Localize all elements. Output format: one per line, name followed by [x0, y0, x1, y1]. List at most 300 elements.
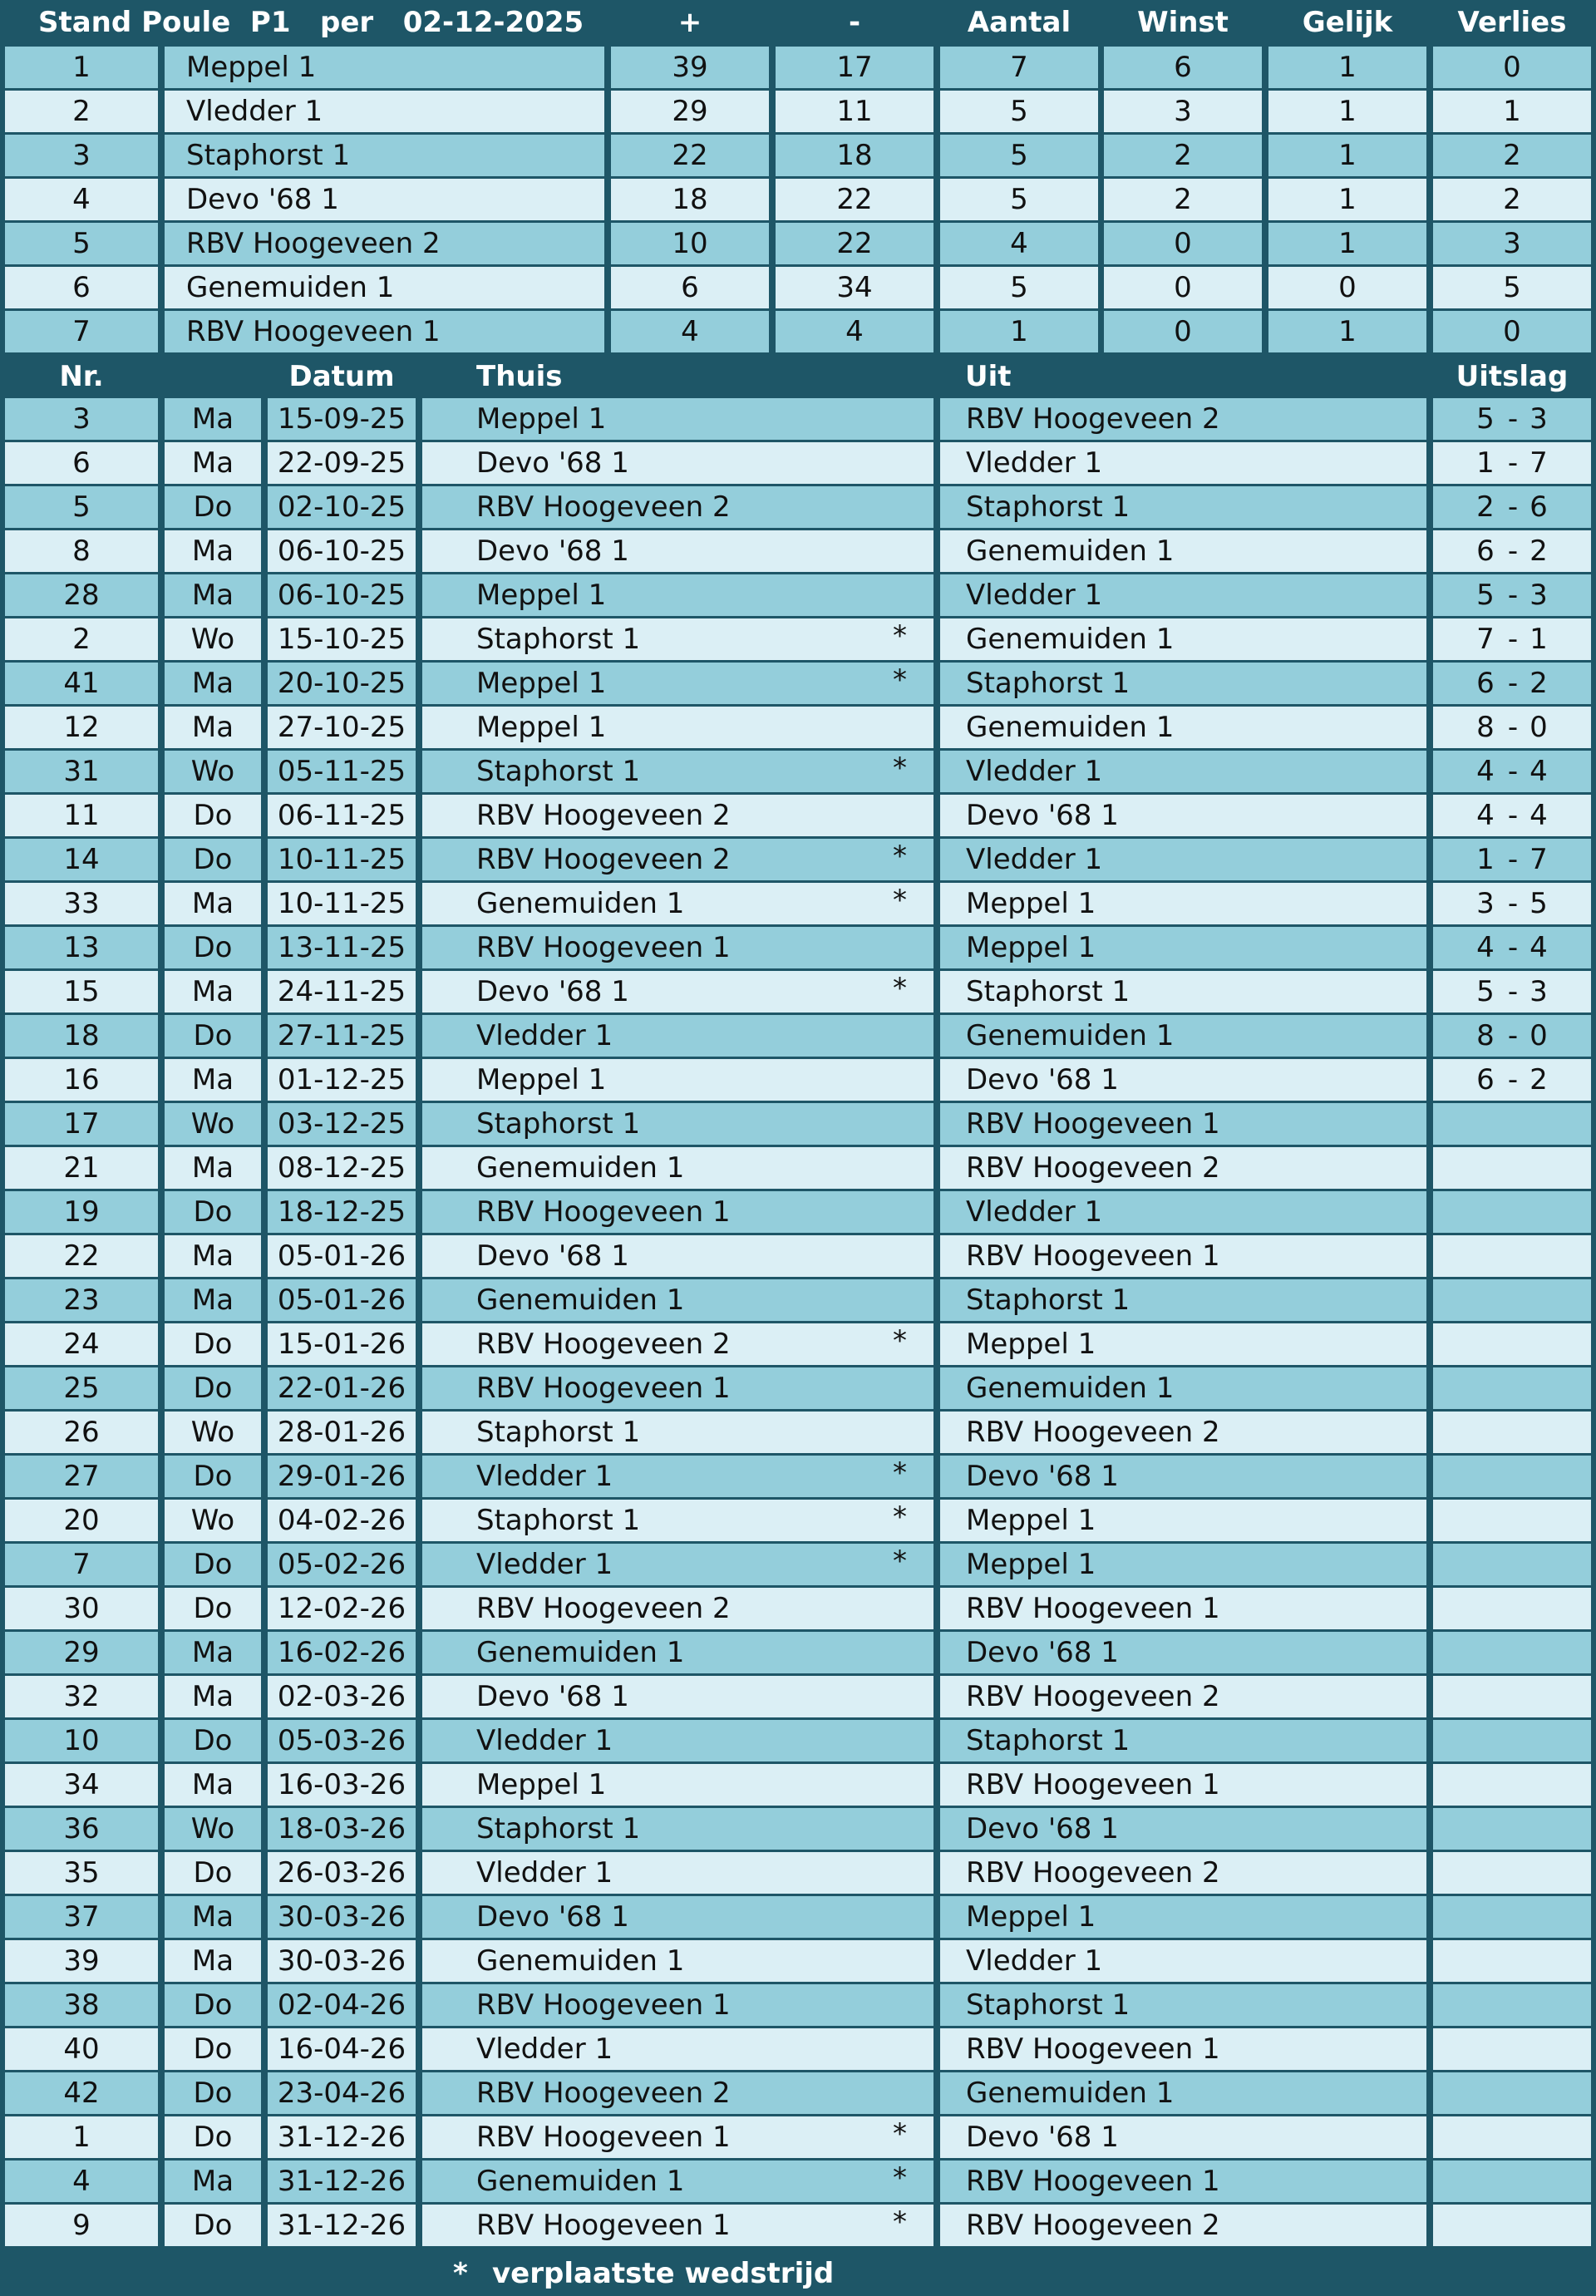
match-nr: 14	[5, 839, 158, 880]
standings-cell-plus: 18	[611, 179, 769, 220]
match-result	[1433, 1632, 1591, 1673]
match-nr: 11	[5, 795, 158, 836]
result-away-score: 0	[1530, 1019, 1548, 1052]
match-date: 16-02-26	[268, 1632, 416, 1673]
match-home-team	[422, 839, 933, 880]
rescheduled-marker: *	[893, 1545, 907, 1578]
table-row	[0, 883, 1596, 924]
result-separator: -	[1507, 711, 1519, 744]
match-date: 03-12-25	[268, 1103, 416, 1145]
standings-cell-won: 0	[1104, 311, 1262, 352]
match-nr: 39	[5, 1940, 158, 1982]
standings-cell-team: Genemuiden 1	[165, 267, 604, 308]
standings-cell-won: 0	[1104, 223, 1262, 264]
match-away-team: RBV Hoogeveen 1	[940, 1103, 1426, 1145]
match-away-team: Devo '68 1	[940, 1632, 1426, 1673]
match-nr: 28	[5, 574, 158, 616]
match-nr: 37	[5, 1896, 158, 1938]
home-team-name: Devo '68 1	[476, 446, 629, 480]
match-day: Do	[165, 839, 261, 880]
rescheduled-marker: *	[893, 1500, 907, 1534]
match-date: 05-03-26	[268, 1720, 416, 1761]
header-home: Thuis	[476, 359, 563, 393]
result-home-score: 5	[1476, 975, 1495, 1008]
home-team-name: Meppel 1	[476, 579, 607, 612]
match-away-team: RBV Hoogeveen 2	[940, 1852, 1426, 1894]
match-home-team	[422, 663, 933, 704]
result-separator: -	[1507, 535, 1519, 568]
result-separator: -	[1507, 799, 1519, 832]
match-away-team: Genemuiden 1	[940, 707, 1426, 748]
match-away-team: RBV Hoogeveen 1	[940, 2161, 1426, 2202]
standings-cell-won: 2	[1104, 179, 1262, 220]
home-team-name: RBV Hoogeveen 1	[476, 1195, 731, 1229]
match-home-team	[422, 1191, 933, 1233]
match-away-team: Devo '68 1	[940, 1456, 1426, 1497]
match-home-team	[422, 1059, 933, 1101]
home-team-name: Meppel 1	[476, 402, 607, 436]
match-home-team	[422, 1412, 933, 1453]
home-team-name: Staphorst 1	[476, 1504, 641, 1537]
match-away-team: Vledder 1	[940, 1191, 1426, 1233]
result-home-score: 4	[1476, 755, 1495, 788]
standings-cell-played: 5	[940, 135, 1098, 176]
standings-cell-played: 4	[940, 223, 1098, 264]
match-home-team	[422, 1764, 933, 1806]
home-team-name: Genemuiden 1	[476, 1283, 685, 1317]
match-date: 22-09-25	[268, 442, 416, 484]
rescheduled-marker: *	[893, 2205, 907, 2239]
match-home-team	[422, 398, 933, 440]
table-row	[0, 1456, 1596, 1497]
home-team-name: Vledder 1	[476, 2032, 613, 2066]
match-date: 05-11-25	[268, 751, 416, 792]
standings-cell-minus: 34	[776, 267, 933, 308]
match-result	[1433, 839, 1591, 880]
home-team-name: RBV Hoogeveen 2	[476, 1328, 731, 1361]
match-home-team	[422, 795, 933, 836]
match-result	[1433, 1147, 1591, 1189]
table-row	[0, 2161, 1596, 2202]
standings-cell-minus: 22	[776, 179, 933, 220]
result-home-score: 4	[1476, 931, 1495, 964]
match-date: 22-01-26	[268, 1367, 416, 1409]
match-away-team: Vledder 1	[940, 751, 1426, 792]
table-row	[0, 839, 1596, 880]
result-away-score: 7	[1530, 843, 1548, 876]
table-row	[0, 1059, 1596, 1101]
table-row	[0, 1896, 1596, 1938]
match-nr: 32	[5, 1676, 158, 1717]
result-separator: -	[1507, 402, 1519, 436]
standings-cell-minus: 17	[776, 47, 933, 88]
standings-cell-pos: 2	[5, 91, 158, 132]
match-home-team	[422, 707, 933, 748]
match-date: 24-11-25	[268, 971, 416, 1013]
match-nr: 25	[5, 1367, 158, 1409]
match-day: Ma	[165, 1764, 261, 1806]
match-home-team	[422, 971, 933, 1013]
standings-cell-drawn: 1	[1268, 47, 1426, 88]
table-row	[0, 1764, 1596, 1806]
result-separator: -	[1507, 667, 1519, 700]
match-result	[1433, 486, 1591, 528]
match-nr: 36	[5, 1808, 158, 1850]
result-home-score: 6	[1476, 535, 1495, 568]
header-played: Aantal	[967, 5, 1071, 39]
standings-header-row	[0, 0, 1596, 44]
result-home-score: 6	[1476, 1063, 1495, 1096]
match-date: 23-04-26	[268, 2072, 416, 2114]
match-day: Wo	[165, 751, 261, 792]
footer-note: verplaatste wedstrijd	[492, 2257, 835, 2290]
match-result	[1433, 2161, 1591, 2202]
standings-cell-won: 6	[1104, 47, 1262, 88]
table-row	[0, 1940, 1596, 1982]
match-home-team	[422, 751, 933, 792]
match-day: Ma	[165, 398, 261, 440]
result-separator: -	[1507, 755, 1519, 788]
match-date: 15-09-25	[268, 398, 416, 440]
table-row	[0, 1323, 1596, 1365]
standings-title: Stand Poule P1 per 02-12-2025	[38, 5, 584, 39]
table-row	[0, 751, 1596, 792]
home-team-name: Vledder 1	[476, 1019, 613, 1052]
standings-cell-pos: 4	[5, 179, 158, 220]
match-day: Ma	[165, 1676, 261, 1717]
match-nr: 16	[5, 1059, 158, 1101]
match-date: 10-11-25	[268, 883, 416, 924]
match-day: Do	[165, 1852, 261, 1894]
match-away-team: Staphorst 1	[940, 1279, 1426, 1321]
match-result	[1433, 1191, 1591, 1233]
standings-cell-minus: 11	[776, 91, 933, 132]
match-away-team: Vledder 1	[940, 1940, 1426, 1982]
match-day: Do	[165, 1456, 261, 1497]
match-home-team	[422, 618, 933, 660]
standings-cell-won: 2	[1104, 135, 1262, 176]
result-separator: -	[1507, 887, 1519, 920]
table-row	[0, 663, 1596, 704]
match-result	[1433, 1588, 1591, 1629]
standings-cell-minus: 22	[776, 223, 933, 264]
home-team-name: RBV Hoogeveen 2	[476, 490, 731, 524]
result-away-score: 4	[1530, 799, 1548, 832]
match-nr: 38	[5, 1984, 158, 2026]
header-lost: Verlies	[1457, 5, 1567, 39]
match-home-team	[422, 1103, 933, 1145]
home-team-name: Vledder 1	[476, 1856, 613, 1890]
standings-row	[0, 135, 1596, 176]
match-away-team: Staphorst 1	[940, 971, 1426, 1013]
match-nr: 10	[5, 1720, 158, 1761]
home-team-name: RBV Hoogeveen 1	[476, 931, 731, 964]
standings-cell-played: 7	[940, 47, 1098, 88]
match-away-team: RBV Hoogeveen 1	[940, 1764, 1426, 1806]
table-row	[0, 1412, 1596, 1453]
home-team-name: RBV Hoogeveen 1	[476, 1988, 731, 2022]
match-date: 10-11-25	[268, 839, 416, 880]
standings-cell-lost: 3	[1433, 223, 1591, 264]
table-row	[0, 1191, 1596, 1233]
standings-cell-lost: 2	[1433, 135, 1591, 176]
home-team-name: Devo '68 1	[476, 1900, 629, 1934]
standings-cell-team: RBV Hoogeveen 2	[165, 223, 604, 264]
match-day: Ma	[165, 442, 261, 484]
match-home-team	[422, 2205, 933, 2246]
home-team-name: Genemuiden 1	[476, 1636, 685, 1669]
standings-cell-plus: 22	[611, 135, 769, 176]
match-result	[1433, 1852, 1591, 1894]
rescheduled-marker: *	[893, 2161, 907, 2195]
standings-cell-lost: 2	[1433, 179, 1591, 220]
match-day: Do	[165, 1367, 261, 1409]
match-date: 01-12-25	[268, 1059, 416, 1101]
match-day: Wo	[165, 1103, 261, 1145]
match-nr: 1	[5, 2116, 158, 2158]
home-team-name: Genemuiden 1	[476, 1944, 685, 1978]
home-team-name: Genemuiden 1	[476, 2165, 685, 2198]
match-away-team: Devo '68 1	[940, 1059, 1426, 1101]
result-separator: -	[1507, 490, 1519, 524]
result-home-score: 1	[1476, 446, 1495, 480]
rescheduled-marker: *	[893, 619, 907, 653]
standings-row	[0, 91, 1596, 132]
match-nr: 2	[5, 618, 158, 660]
match-home-team	[422, 1147, 933, 1189]
header-result: Uitslag	[1456, 359, 1569, 393]
header-away: Uit	[965, 359, 1012, 393]
match-home-team	[422, 1940, 933, 1982]
match-away-team: Genemuiden 1	[940, 530, 1426, 572]
match-result	[1433, 1544, 1591, 1585]
match-date: 16-04-26	[268, 2028, 416, 2070]
standings-cell-team: Meppel 1	[165, 47, 604, 88]
home-team-name: Devo '68 1	[476, 1680, 629, 1713]
match-result	[1433, 1500, 1591, 1541]
result-separator: -	[1507, 1019, 1519, 1052]
match-nr: 7	[5, 1544, 158, 1585]
match-result	[1433, 1456, 1591, 1497]
match-home-team	[422, 1676, 933, 1717]
match-result	[1433, 1367, 1591, 1409]
match-day: Do	[165, 1984, 261, 2026]
home-team-name: Meppel 1	[476, 1063, 607, 1096]
standings-cell-plus: 10	[611, 223, 769, 264]
table-row	[0, 927, 1596, 968]
match-home-team	[422, 1500, 933, 1541]
match-nr: 18	[5, 1015, 158, 1057]
standings-cell-lost: 5	[1433, 267, 1591, 308]
table-row	[0, 1235, 1596, 1277]
match-nr: 20	[5, 1500, 158, 1541]
match-home-team	[422, 927, 933, 968]
match-away-team: Devo '68 1	[940, 2116, 1426, 2158]
result-home-score: 7	[1476, 623, 1495, 656]
match-date: 30-03-26	[268, 1896, 416, 1938]
match-nr: 40	[5, 2028, 158, 2070]
match-date: 27-10-25	[268, 707, 416, 748]
match-date: 20-10-25	[268, 663, 416, 704]
match-nr: 27	[5, 1456, 158, 1497]
match-away-team: Meppel 1	[940, 1544, 1426, 1585]
standings-cell-plus: 4	[611, 311, 769, 352]
match-away-team: Meppel 1	[940, 927, 1426, 968]
match-date: 27-11-25	[268, 1015, 416, 1057]
match-away-team: RBV Hoogeveen 2	[940, 2205, 1426, 2246]
table-row	[0, 398, 1596, 440]
home-team-name: Staphorst 1	[476, 1107, 641, 1141]
header-minus: -	[848, 5, 861, 39]
table-row	[0, 1808, 1596, 1850]
match-day: Do	[165, 1015, 261, 1057]
match-away-team: Meppel 1	[940, 1896, 1426, 1938]
standings-row	[0, 47, 1596, 88]
home-team-name: RBV Hoogeveen 1	[476, 2121, 731, 2154]
match-nr: 6	[5, 442, 158, 484]
table-row	[0, 1367, 1596, 1409]
standings-row	[0, 179, 1596, 220]
match-nr: 26	[5, 1412, 158, 1453]
result-separator: -	[1507, 623, 1519, 656]
match-date: 28-01-26	[268, 1412, 416, 1453]
table-row	[0, 1147, 1596, 1189]
home-team-name: Vledder 1	[476, 1460, 613, 1493]
standings-cell-played: 5	[940, 91, 1098, 132]
rescheduled-marker: *	[893, 884, 907, 917]
result-away-score: 3	[1530, 579, 1548, 612]
standings-cell-team: Devo '68 1	[165, 179, 604, 220]
match-result	[1433, 618, 1591, 660]
match-result	[1433, 2205, 1591, 2246]
match-home-team	[422, 1456, 933, 1497]
match-away-team: Genemuiden 1	[940, 1367, 1426, 1409]
match-away-team: Vledder 1	[940, 839, 1426, 880]
standings-cell-drawn: 1	[1268, 135, 1426, 176]
match-nr: 34	[5, 1764, 158, 1806]
match-day: Ma	[165, 574, 261, 616]
home-team-name: RBV Hoogeveen 2	[476, 799, 731, 832]
home-team-name: Staphorst 1	[476, 1812, 641, 1845]
result-away-score: 2	[1530, 1063, 1548, 1096]
match-away-team: Staphorst 1	[940, 1720, 1426, 1761]
match-day: Ma	[165, 1632, 261, 1673]
standings-cell-won: 0	[1104, 267, 1262, 308]
match-day: Do	[165, 927, 261, 968]
result-away-score: 3	[1530, 402, 1548, 436]
table-row	[0, 1015, 1596, 1057]
standings-cell-drawn: 1	[1268, 179, 1426, 220]
match-nr: 35	[5, 1852, 158, 1894]
result-away-score: 5	[1530, 887, 1548, 920]
home-team-name: Meppel 1	[476, 711, 607, 744]
result-separator: -	[1507, 1063, 1519, 1096]
match-day: Do	[165, 2116, 261, 2158]
match-day: Ma	[165, 707, 261, 748]
table-row	[0, 1500, 1596, 1541]
match-day: Ma	[165, 663, 261, 704]
table-row	[0, 2116, 1596, 2158]
home-team-name: RBV Hoogeveen 1	[476, 1372, 731, 1405]
standings-cell-played: 5	[940, 179, 1098, 220]
home-team-name: RBV Hoogeveen 1	[476, 2209, 731, 2242]
result-away-score: 7	[1530, 446, 1548, 480]
match-day: Do	[165, 1720, 261, 1761]
match-result	[1433, 1676, 1591, 1717]
standings-cell-plus: 29	[611, 91, 769, 132]
match-result	[1433, 442, 1591, 484]
match-result	[1433, 1412, 1591, 1453]
match-nr: 30	[5, 1588, 158, 1629]
standings-cell-played: 1	[940, 311, 1098, 352]
table-row	[0, 1676, 1596, 1717]
table-row	[0, 1984, 1596, 2026]
match-away-team: Devo '68 1	[940, 1808, 1426, 1850]
match-date: 05-01-26	[268, 1235, 416, 1277]
table-row	[0, 1103, 1596, 1145]
match-away-team: Meppel 1	[940, 883, 1426, 924]
match-result	[1433, 1764, 1591, 1806]
match-date: 29-01-26	[268, 1456, 416, 1497]
match-day: Do	[165, 1544, 261, 1585]
match-date: 30-03-26	[268, 1940, 416, 1982]
match-away-team: RBV Hoogeveen 1	[940, 2028, 1426, 2070]
match-home-team	[422, 1588, 933, 1629]
match-date: 31-12-26	[268, 2116, 416, 2158]
match-date: 06-10-25	[268, 574, 416, 616]
standings-row	[0, 311, 1596, 352]
match-result	[1433, 574, 1591, 616]
match-day: Ma	[165, 1059, 261, 1101]
match-day: Ma	[165, 1896, 261, 1938]
home-team-name: Staphorst 1	[476, 1416, 641, 1449]
rescheduled-marker: *	[893, 972, 907, 1005]
match-home-team	[422, 2161, 933, 2202]
standings-row	[0, 223, 1596, 264]
match-away-team: RBV Hoogeveen 2	[940, 398, 1426, 440]
result-separator: -	[1507, 975, 1519, 1008]
table-row	[0, 1588, 1596, 1629]
match-date: 05-01-26	[268, 1279, 416, 1321]
table-row	[0, 442, 1596, 484]
result-away-score: 6	[1530, 490, 1548, 524]
standings-cell-pos: 3	[5, 135, 158, 176]
result-away-score: 2	[1530, 667, 1548, 700]
match-result	[1433, 1323, 1591, 1365]
standings-cell-team: Vledder 1	[165, 91, 604, 132]
match-result	[1433, 2116, 1591, 2158]
match-date: 13-11-25	[268, 927, 416, 968]
standings-cell-pos: 7	[5, 311, 158, 352]
match-result	[1433, 1103, 1591, 1145]
match-home-team	[422, 2072, 933, 2114]
match-nr: 8	[5, 530, 158, 572]
match-day: Wo	[165, 618, 261, 660]
match-day: Do	[165, 2028, 261, 2070]
match-nr: 42	[5, 2072, 158, 2114]
match-nr: 29	[5, 1632, 158, 1673]
standings-cell-pos: 5	[5, 223, 158, 264]
result-separator: -	[1507, 446, 1519, 480]
result-away-score: 0	[1530, 711, 1548, 744]
match-nr: 33	[5, 883, 158, 924]
standings-cell-team: Staphorst 1	[165, 135, 604, 176]
result-home-score: 3	[1476, 887, 1495, 920]
match-day: Wo	[165, 1808, 261, 1850]
standings-cell-lost: 0	[1433, 311, 1591, 352]
match-day: Do	[165, 2072, 261, 2114]
standings-cell-drawn: 1	[1268, 311, 1426, 352]
